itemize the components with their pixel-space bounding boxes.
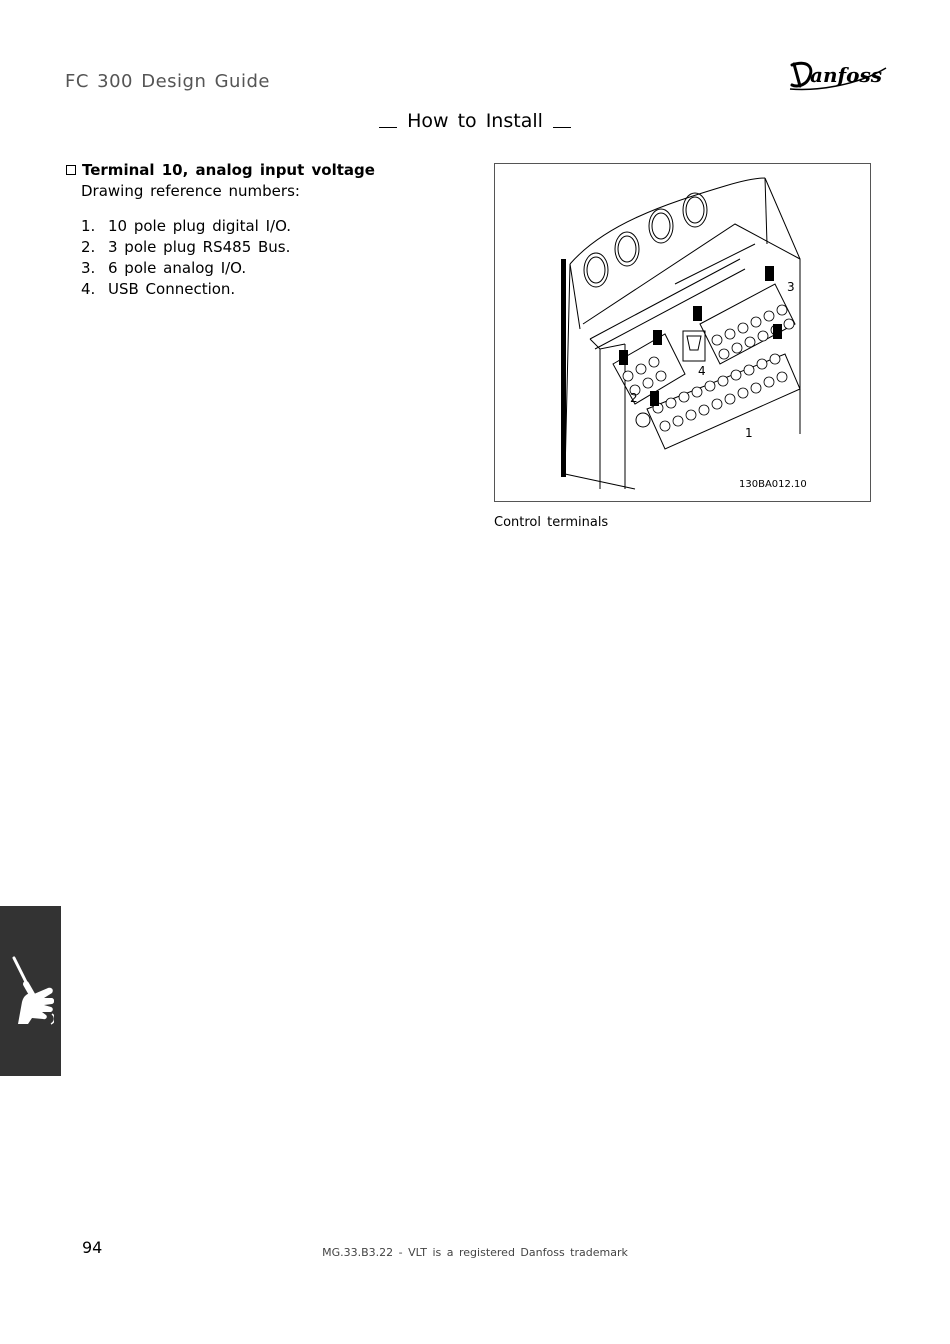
- control-terminals-drawing: [495, 164, 872, 503]
- list-item: [81, 237, 291, 258]
- list-item-number: 2.: [81, 238, 96, 256]
- list-item-number: 1.: [81, 217, 96, 235]
- footer-trademark: MG.33.B3.22 - VLT is a registered Danfoss trademark: [322, 1246, 628, 1259]
- list-item: [81, 279, 291, 300]
- section-title: [0, 110, 950, 132]
- page-number: 94: [82, 1238, 103, 1257]
- list-item-number: 4.: [81, 280, 96, 298]
- title-rule-right: [553, 127, 571, 128]
- terminal-section: [66, 161, 375, 200]
- document-title: FC 300 Design Guide: [65, 71, 270, 92]
- control-terminals-figure: [494, 163, 871, 502]
- reference-list: [81, 216, 291, 300]
- terminal-heading-row: [66, 161, 375, 179]
- terminal-heading: Terminal 10, analog input voltage: [82, 161, 375, 179]
- list-item-label: 10 pole plug digital I/O.: [108, 217, 292, 235]
- callout-2: 2: [630, 391, 638, 405]
- chapter-side-tab: [0, 906, 61, 1076]
- screwdriver-hand-icon: [8, 954, 54, 1029]
- svg-text:anfoss: anfoss: [810, 63, 882, 87]
- section-title-text: How to Install: [407, 110, 543, 132]
- list-item: [81, 258, 291, 279]
- list-item-label: 3 pole plug RS485 Bus.: [108, 238, 291, 256]
- callout-3: 3: [787, 280, 795, 294]
- callout-4: 4: [698, 364, 706, 378]
- bullet-box-icon: [66, 165, 76, 175]
- figure-caption: Control terminals: [494, 515, 609, 530]
- title-rule-left: [379, 127, 397, 128]
- list-item: [81, 216, 291, 237]
- list-item-label: 6 pole analog I/O.: [108, 259, 247, 277]
- figure-code: 130BA012.10: [739, 479, 807, 490]
- list-item-label: USB Connection.: [108, 280, 236, 298]
- list-item-number: 3.: [81, 259, 96, 277]
- drawing-reference-label: Drawing reference numbers:: [81, 182, 300, 200]
- callout-1: 1: [745, 426, 753, 440]
- danfoss-logo: [786, 56, 890, 92]
